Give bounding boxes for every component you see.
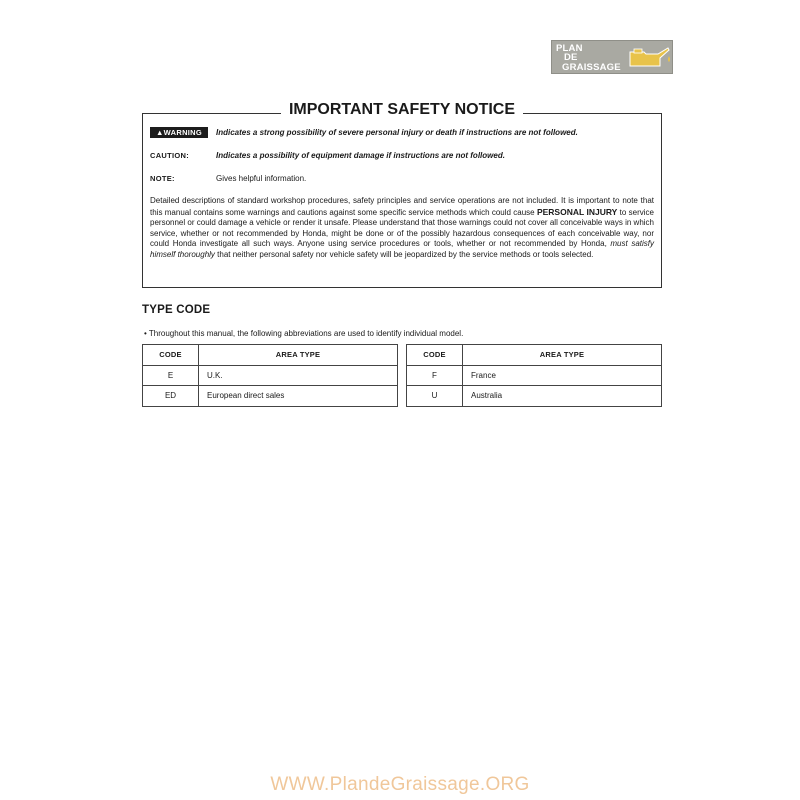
code-cell: U (407, 386, 463, 407)
para-italic-text: must satisfy himself thoroughly (150, 239, 654, 259)
para-part-1: Detailed descriptions of standard workshop procedures, safety principles and service operations are not included. It is important to note that this manual contains some warnings and cautions against some specific service methods which could cause (150, 196, 654, 217)
type-code-intro: • Throughout this manual, the following abbreviations are used to identify individual model. (144, 329, 464, 338)
para-part-2: to service personnel or could damage a vehicle or render it unsafe. Please understand that those warnings could not cover all conceivable ways in which service, whether or not recommended by Honda, might be done or of the possibly hazardous consequences of each conceivable way, nor could Honda investigate all such ways. Anyone using service procedures or tools, whether or not recommended by Honda, (150, 207, 654, 248)
para-part-3: that neither personal safety nor vehicle safety will be jeopardized by the service methods or tools selected. (217, 249, 594, 259)
warning-badge: ▲WARNING (150, 127, 208, 138)
area-header: AREA TYPE (199, 345, 398, 366)
area-header: AREA TYPE (463, 345, 662, 366)
website-watermark[interactable]: WWW.PlandeGraissage.ORG (270, 774, 530, 795)
safety-paragraph (150, 196, 654, 260)
warning-text: Indicates a strong possibility of severe personal injury or death if instructions are not followed. (216, 128, 578, 137)
area-cell: European direct sales (199, 386, 398, 407)
table-row (407, 386, 662, 407)
area-cell: U.K. (199, 365, 398, 386)
plan-de-graissage-logo (551, 40, 673, 74)
type-code-title: TYPE CODE (142, 304, 211, 316)
table-row (143, 386, 398, 407)
area-cell: Australia (463, 386, 662, 407)
notice-title: IMPORTANT SAFETY NOTICE (281, 101, 523, 118)
table-row (143, 365, 398, 386)
logo-line-1: PLAN (556, 43, 583, 54)
code-header: CODE (143, 345, 199, 366)
code-header: CODE (407, 345, 463, 366)
code-cell: E (143, 365, 199, 386)
note-text: Gives helpful information. (216, 174, 307, 183)
type-code-table-right (406, 344, 662, 407)
logo-line-2: DE (564, 52, 578, 63)
code-cell: ED (143, 386, 199, 407)
table-header-row (407, 345, 662, 366)
logo-line-3: GRAISSAGE (562, 62, 621, 73)
type-code-table-left (142, 344, 398, 407)
caution-text: Indicates a possibility of equipment damage if instructions are not followed. (216, 151, 505, 160)
note-label: NOTE: (150, 174, 175, 183)
area-cell: France (463, 365, 662, 386)
table-row (407, 365, 662, 386)
notice-title-wrap (142, 101, 662, 119)
personal-injury-text: PERSONAL INJURY (536, 206, 618, 217)
table-header-row (143, 345, 398, 366)
caution-label: CAUTION: (150, 151, 190, 160)
code-cell: F (407, 365, 463, 386)
oil-can-icon (624, 44, 672, 72)
